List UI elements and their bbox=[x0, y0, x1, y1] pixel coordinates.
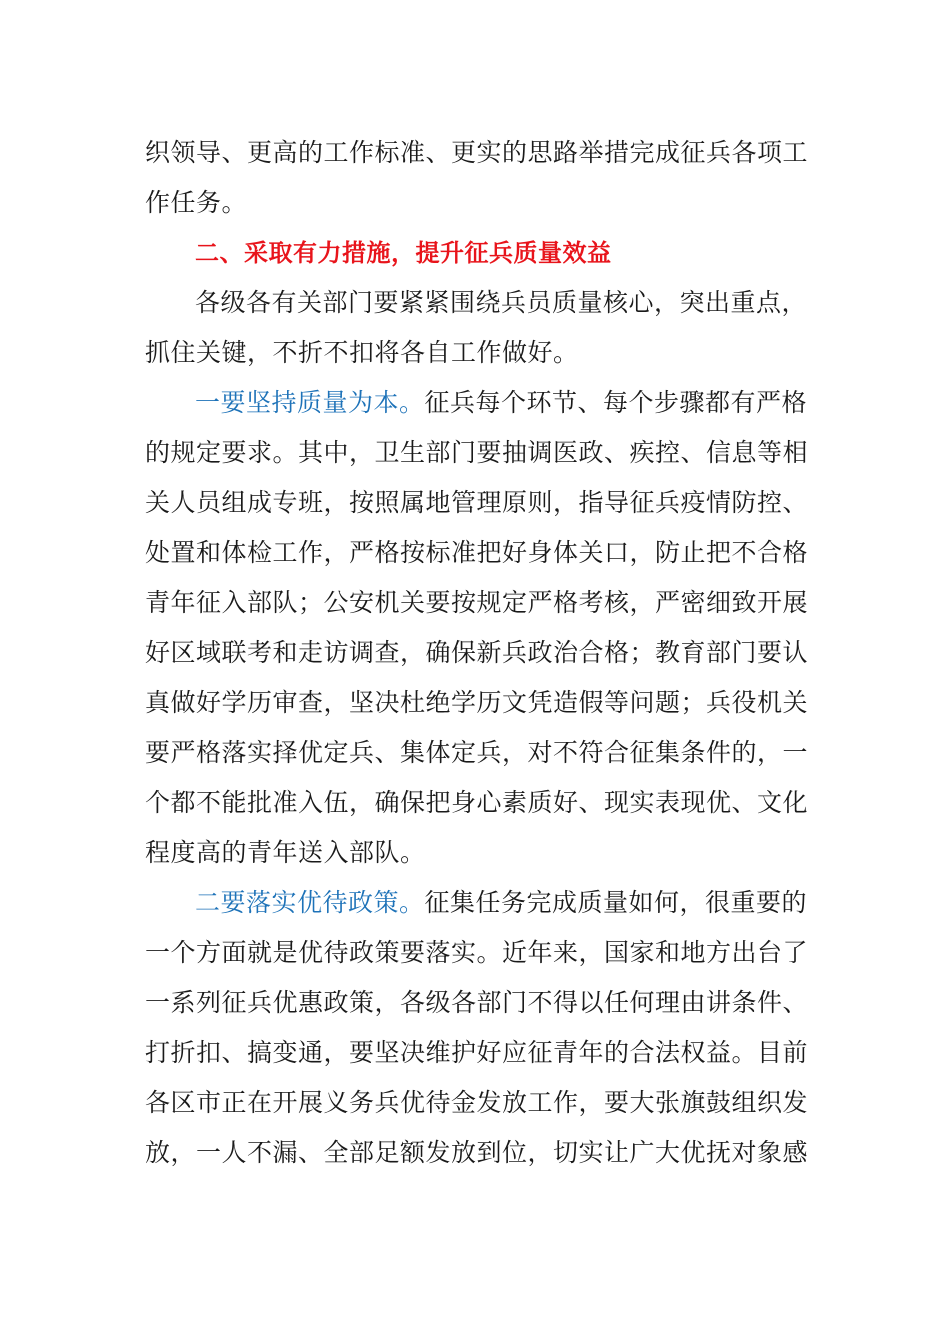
paragraph-first-line bbox=[145, 378, 808, 428]
paragraph-first-line bbox=[145, 878, 808, 928]
text-line: 打折扣、搞变通，要坚决维护好应征青年的合法权益。目前 bbox=[145, 1038, 809, 1067]
text-line: 好区域联考和走访调查，确保新兵政治合格；教育部门要认 bbox=[145, 638, 809, 667]
paragraph-lead: 二要落实优待政策。 bbox=[195, 888, 425, 917]
text-line: 抓住关键，不折不扣将各自工作做好。 bbox=[145, 338, 579, 367]
text-line: 处置和体检工作，严格按标准把好身体关口，防止把不合格 bbox=[145, 538, 809, 567]
section-heading: 二、采取有力措施，提升征兵质量效益 bbox=[195, 239, 612, 267]
document-page bbox=[145, 128, 809, 1178]
text-line: 各区市正在开展义务兵优待金发放工作，要大张旗鼓组织发 bbox=[145, 1088, 809, 1117]
paragraph-lead: 一要坚持质量为本。 bbox=[195, 388, 425, 417]
text-span: 征兵每个环节、每个步骤都有严格 bbox=[424, 388, 808, 417]
text-line: 真做好学历审查，坚决杜绝学历文凭造假等问题；兵役机关 bbox=[145, 688, 809, 717]
text-line: 各级各有关部门要紧紧围绕兵员质量核心，突出重点， bbox=[195, 288, 808, 317]
text-line: 青年征入部队；公安机关要按规定严格考核，严密细致开展 bbox=[145, 588, 809, 617]
text-line: 织领导、更高的工作标准、更实的思路举措完成征兵各项工 bbox=[145, 138, 809, 167]
text-line: 一系列征兵优惠政策，各级各部门不得以任何理由讲条件、 bbox=[145, 988, 809, 1017]
text-line: 的规定要求。其中，卫生部门要抽调医政、疾控、信息等相 bbox=[145, 438, 809, 467]
text-line: 关人员组成专班，按照属地管理原则，指导征兵疫情防控、 bbox=[145, 488, 809, 517]
text-line: 作任务。 bbox=[145, 188, 248, 217]
text-span: 征集任务完成质量如何，很重要的 bbox=[424, 888, 808, 917]
text-line: 一个方面就是优待政策要落实。近年来，国家和地方出台了 bbox=[145, 938, 809, 967]
text-line: 个都不能批准入伍，确保把身心素质好、现实表现优、文化 bbox=[145, 788, 809, 817]
text-line: 放，一人不漏、全部足额发放到位，切实让广大优抚对象感 bbox=[145, 1138, 809, 1167]
text-line: 程度高的青年送入部队。 bbox=[145, 838, 426, 867]
text-line: 要严格落实择优定兵、集体定兵，对不符合征集条件的，一 bbox=[145, 738, 809, 767]
